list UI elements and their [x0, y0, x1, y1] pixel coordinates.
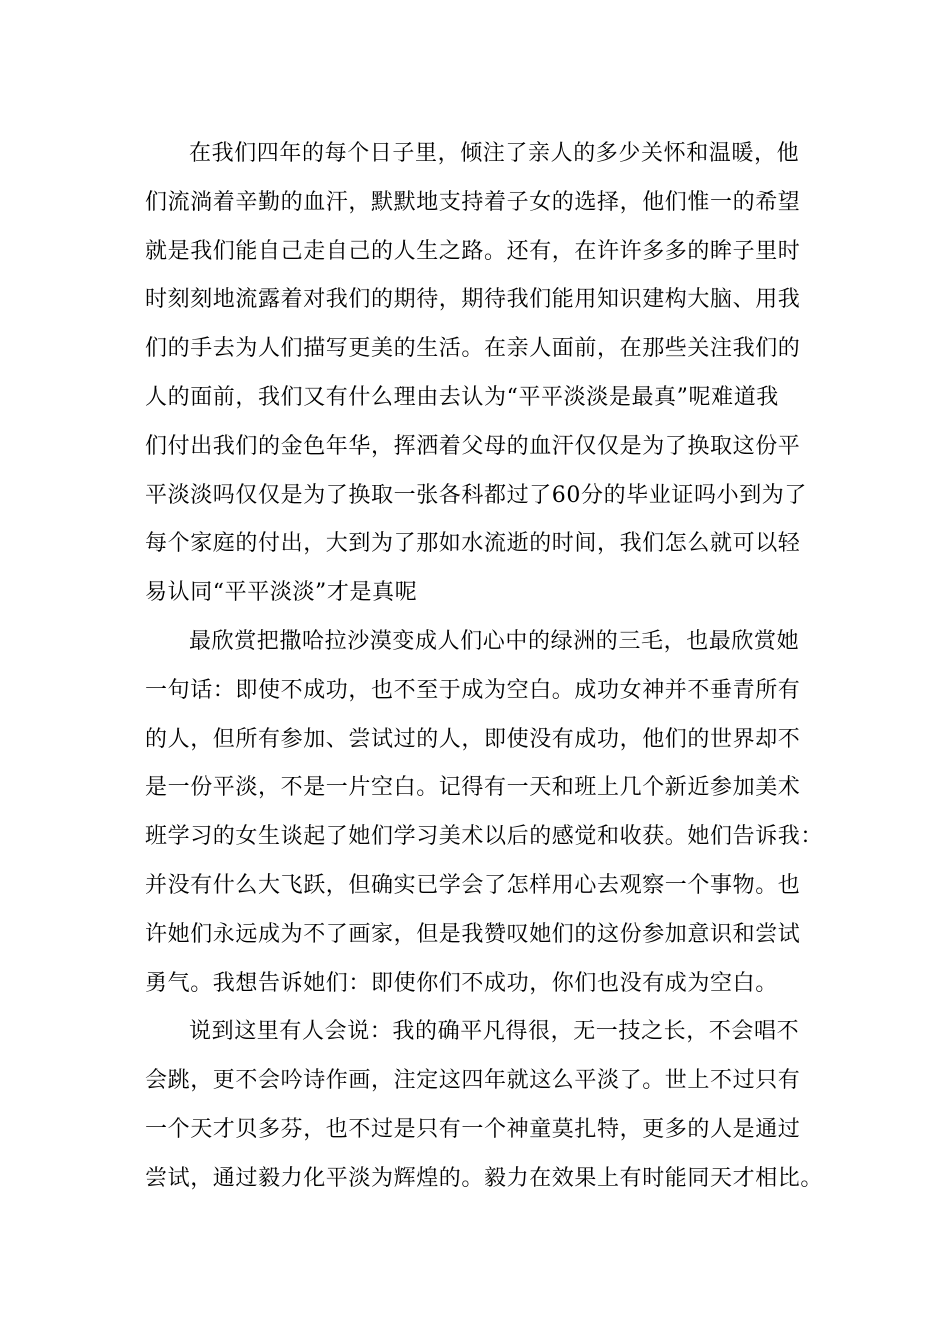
text-line: 人的面前，我们又有什么理由去认为“平平淡淡是最真”呢难道我 [145, 384, 779, 410]
text-line: 许她们永远成为不了画家，但是我赞叹她们的这份参加意识和尝试 [145, 921, 801, 947]
text-line: 会跳，更不会吟诗作画，注定这四年就这么平淡了。世上不过只有 [145, 1068, 801, 1094]
text-line: 们流淌着辛勤的血汗，默默地支持着子女的选择，他们惟一的希望 [145, 189, 801, 215]
text-line: 班学习的女生谈起了她们学习美术以后的感觉和收获。她们告诉我： [145, 824, 824, 850]
text-line: 平淡淡吗仅仅是为了换取一张各科都过了60分的毕业证吗小到为了 [145, 482, 807, 508]
text-line: 每个家庭的付出，大到为了那如水流逝的时间，我们怎么就可以轻 [145, 531, 801, 557]
document-body [145, 130, 825, 1204]
text-line: 并没有什么大飞跃，但确实已学会了怎样用心去观察一个事物。也 [145, 872, 801, 898]
text-line: 勇气。我想告诉她们：即使你们不成功，你们也没有成为空白。 [145, 970, 778, 996]
paragraph-1 [145, 130, 825, 618]
text-line: 最欣赏把撒哈拉沙漠变成人们心中的绿洲的三毛，也最欣赏她 [189, 628, 800, 654]
text-line: 时刻刻地流露着对我们的期待，期待我们能用知识建构大脑、用我 [145, 287, 801, 313]
paragraph-2 [145, 618, 825, 1008]
text-line: 说到这里有人会说：我的确平凡得很，无一技之长，不会唱不 [189, 1019, 800, 1045]
text-line: 在我们四年的每个日子里，倾注了亲人的多少关怀和温暖，他 [189, 141, 800, 166]
text-line: 们付出我们的金色年华，挥洒着父母的血汗仅仅是为了换取这份平 [145, 433, 801, 459]
text-line: 的人，但所有参加、尝试过的人，即使没有成功，他们的世界却不 [145, 726, 801, 752]
text-line: 易认同“平平淡淡”才是真呢 [145, 580, 418, 606]
text-line: 们的手去为人们描写更美的生活。在亲人面前，在那些关注我们的 [145, 336, 801, 362]
text-line: 一个天才贝多芬，也不过是只有一个神童莫扎特，更多的人是通过 [145, 1116, 801, 1142]
paragraph-3 [145, 1008, 825, 1203]
text-line: 就是我们能自己走自己的人生之路。还有，在许许多多的眸子里时 [145, 238, 801, 264]
text-line: 是一份平淡，不是一片空白。记得有一天和班上几个新近参加美术 [145, 775, 801, 801]
text-line: 一句话：即使不成功，也不至于成为空白。成功女神并不垂青所有 [145, 677, 801, 703]
text-line: 尝试，通过毅力化平淡为辉煌的。毅力在效果上有时能同天才相比。 [145, 1165, 824, 1191]
